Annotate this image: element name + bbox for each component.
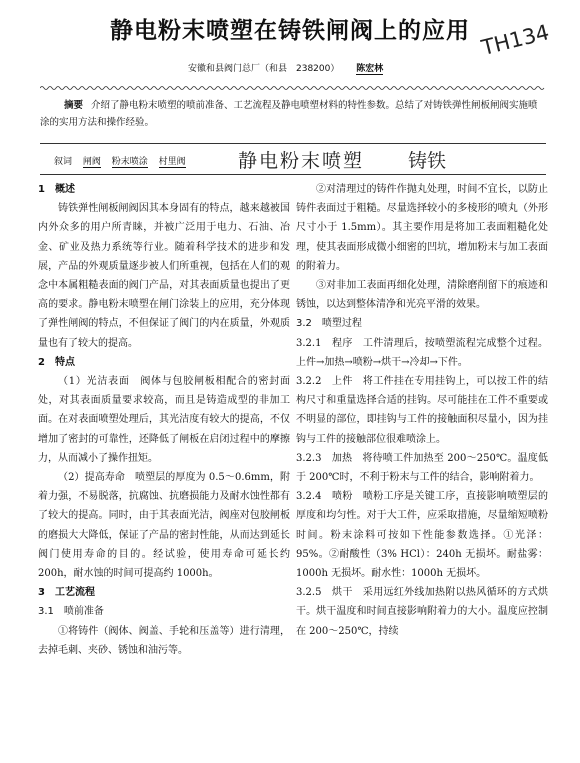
handwritten-classification-note: TH134 (479, 20, 552, 60)
paragraph: 铸铁弹性闸板闸阀因其本身固有的特点，越来越被国内外众多的用户所青睐，并被广泛用于电力、石油、冶金、矿业及热力系统等行业。随着科学技术的进步和发展，产品的外观质量逐步被人们所重视，包括在人们的观念中本属粗糙表面的阀门产品，对其表面质量也提出了更高的要求。静电粉末喷塑在闸门涂装上的应用，充分体现了弹性闸阀的特点，不但保证了阀门的内在质量，外观质量也有了较大的提高。 (38, 203, 290, 349)
author-affiliation: 安徽和县阀门总厂（和县 238200） (188, 64, 340, 74)
paragraph: 3.2.2 上件 将工件挂在专用挂钩上，可以按工件的结构尺寸和重量选择合适的挂钩。尽可能挂在工件不重要或不明显的部位，即挂钩与工件的接触面积尽量小，因为挂钩与工件的接触部位很难喷涂上。 (296, 376, 548, 445)
abstract-divider (40, 143, 546, 144)
author-line (188, 61, 383, 74)
author-name: 陈宏林 (356, 64, 384, 74)
paragraph: 3.2 喷塑过程 (296, 318, 362, 330)
paragraph: ③对非加工表面再细化处理，清除磨削留下的痕迹和锈蚀，以达到整体清净和光亮平滑的效果。 (296, 280, 548, 311)
left-column (38, 180, 290, 660)
paragraph: ②对清理过的铸件作抛丸处理，时间不宜长，以防止铸件表面过于粗糙。尽量选择较小的多棱形的喷丸（外形尺寸小于 1.5mm）。其主要作用是将加工表面粗糙化处理，使其表面形成微小细密的凹坑，增加粉末与加工表面的附着力。 (296, 184, 548, 272)
keywords-divider (40, 174, 546, 175)
keyword-item: 粉末喷涂 (111, 157, 148, 167)
paragraph: （2）提高寿命 喷塑层的厚度为 0.5～0.6mm，附着力强，不易脱落，抗腐蚀、抗磨损能力及耐水蚀性都有了较大的提高。同时，由于其表面光洁，阀座对包胶闸板的磨损大大降低，保证了产品的密封性能，从而达到延长阀门使用寿命的目的。经试验，使用寿命可延长约 200h，耐水蚀的时间可提高约 1000h。 (38, 472, 290, 580)
paragraph: 1 概述 (38, 184, 75, 195)
paragraph: 3.2.4 喷粉 喷粉工序是关键工序，直接影响喷塑层的厚度和均匀性。对于大工件，应采取措施，尽量缩短喷粉时间。粉末涂料可按如下性能参数选择。①光泽：95%。②耐酸性（3% HCl）：240h 无损坏。耐盐雾：1000h 无损坏。耐水性：1000h 无损坏。 (296, 491, 548, 580)
paragraph: （1）光洁表面 阀体与包胶闸板相配合的密封面处，对其表面质量要求较高，而且是铸造成型的非加工面。在对表面喷塑处理后，其光洁度有较大的提高，不仅增加了密封的可靠性，还降低了闸板在启闭过程中的摩擦力，从而减小了操作扭矩。 (38, 376, 290, 464)
keywords-line (54, 154, 194, 167)
paragraph: ①将铸件（阀体、阀盖、手轮和压盖等）进行清理，去掉毛刺、夹砂、锈蚀和油污等。 (38, 625, 290, 656)
paragraph: 2 特点 (38, 356, 75, 368)
abstract-text: 介绍了静电粉末喷塑的喷前准备、工艺流程及静电喷塑材料的特性参数。总结了对铸铁弹性闸板闸阀实施喷涂的实用方法和操作经验。 (40, 100, 538, 128)
keyword-item: 村里阀 (158, 157, 186, 167)
paragraph: 3.1 喷前准备 (38, 606, 104, 618)
top-wavy-rule (40, 85, 546, 91)
abstract-label: 摘要 (64, 100, 84, 111)
right-column (296, 180, 548, 641)
keyword-item: 闸阀 (82, 157, 101, 167)
paragraph: 3 工艺流程 (38, 587, 95, 599)
handwritten-keyword: 静电粉末喷塑 (238, 150, 365, 172)
paragraph: 3.2.3 加热 将待喷工件加热至 200～250℃。温度低于 200℃时，不利于粉末与工件的结合，影响附着力。 (296, 452, 548, 484)
paragraph: 3.2.5 烘干 采用远红外线加热附以热风循环的方式烘干。烘干温度和时间直接影响附着力的大小。温度应控制在 200～250℃，持续 (296, 587, 548, 637)
article-title: 静电粉末喷塑在铸铁闸阀上的应用 (110, 18, 470, 44)
handwritten-keyword: 铸铁 (408, 150, 447, 172)
abstract (40, 97, 546, 131)
paragraph: 3.2.1 程序 工件清理后，按喷塑流程完成整个过程。上件→加热→喷粉→烘干→冷却→下件。 (296, 337, 548, 368)
keywords-label: 叙词 (54, 157, 73, 167)
